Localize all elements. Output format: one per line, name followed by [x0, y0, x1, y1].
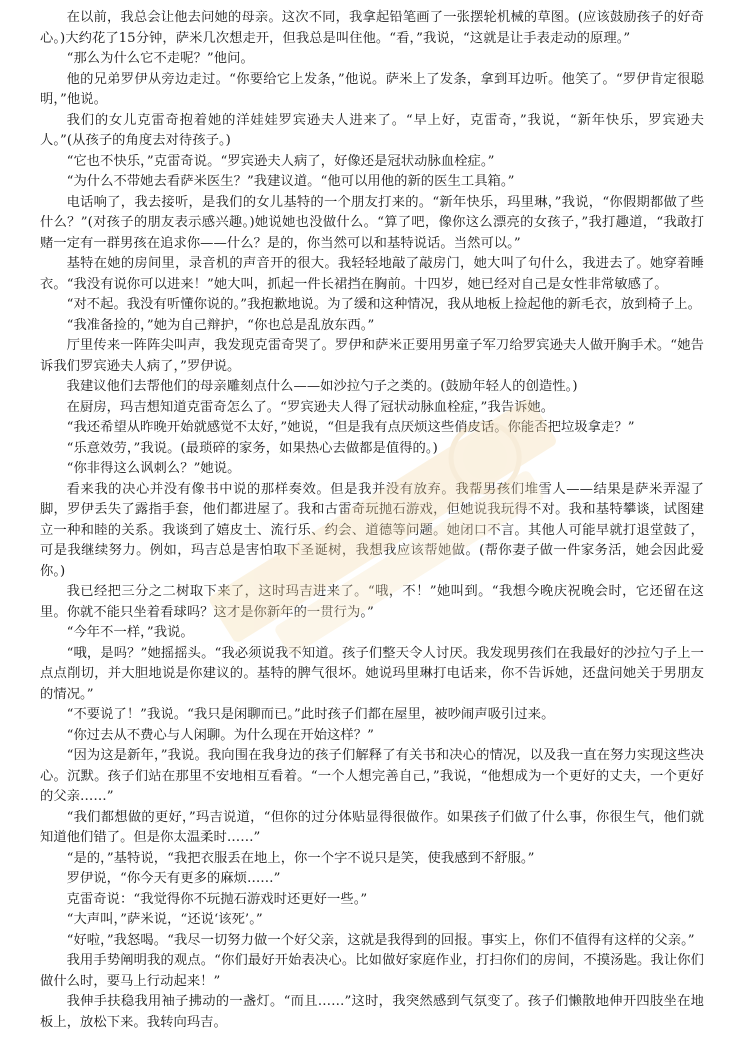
paragraph: 我用手势阐明我的观点。“你们最好开始表决心。比如做好家庭作业，打扫你们的房间，不摸汤匙。我让你们做什么时，要马上行动起来！”: [40, 953, 704, 989]
paragraph: “好啦，”我怒喝。“我尽一切努力做一个好父亲，这就是我得到的回报。事实上，你们不值得有这样的父亲。”: [66, 932, 695, 948]
paragraph: “乐意效劳，”我说。(最琐碎的家务，如果热心去做都是值得的。): [66, 440, 438, 456]
paragraph: 看来我的决心并没有像书中说的那样奏效。但是我并没有放弃。我帮男孩们堆雪人——结果是萨米弄湿了脚，罗伊丢失了露指手套，他们都进屋了。我和古雷奇玩抛石游戏，但她说我玩得不对。我和基特攀谈，试图建立一种和睦的关系。我谈到了嬉皮士、流行乐、约会、道德等问题。她闭口不言。其他人可能早就打退堂鼓了，可是我继续努力。例如，玛吉总是害怕取下圣诞树，我想我应该帮她做。(帮你妻子做一件家务活，她会因此爱你。): [40, 481, 704, 579]
paragraph: “我还希望从昨晚开始就感觉不太好，”她说，“但是我有点厌烦这些俏皮话。你能否把垃圾拿走？”: [66, 420, 635, 435]
paragraph: “它也不快乐，”克雷奇说。“罗宾逊夫人病了，好像还是冠状动脉血栓症。”: [66, 153, 495, 169]
paragraph: 我们的女儿克雷奇抱着她的洋娃娃罗宾逊夫人进来了。“早上好，克雷奇，”我说，“新年快乐，罗宾逊夫人。”(从孩子的角度去对待孩子。): [40, 112, 704, 148]
paragraph: “我准备捡的，”她为自己辩护，“你也总是乱放东西。”: [66, 317, 375, 333]
paragraph: “对不起。我没有听懂你说的。”我抱歉地说。为了缓和这种情况，我从地板上捡起他的新毛衣，放到椅子上。: [66, 297, 701, 312]
paragraph: 克雷奇说：“我觉得你不玩抛石游戏时还更好一些。”: [66, 891, 368, 907]
paragraph: “今年不一样，”我说。: [66, 625, 194, 640]
paragraph: 我建议他们去帮他们的母亲雕刻点什么——如沙拉勺子之类的。(鼓励年轻人的创造性。): [66, 379, 578, 394]
paragraph: “你过去从不费心与人闲聊。为什么现在开始这样？”: [66, 727, 374, 743]
document-body: [40, 8, 704, 1033]
paragraph: “我们都想做的更好，”玛吉说道，“但你的过分体贴显得很做作。如果孩子们做了什么事，你很生气，他们就知道他们错了。但是你太温柔时……”: [40, 809, 704, 845]
paragraph: 电话响了，我去接听，是我们的女儿基特的一个朋友打来的。“新年快乐，玛里琳，”我说，“你假期都做了些什么？”(对孩子的朋友表示感兴趣。)她说她也没做什么。“算了吧，像你这么漂亮的女孩子，”我打趣道，“我敢打赌一定有一群男孩在追求你——什么？是的，你当然可以和基特说话。当然可以。”: [40, 194, 704, 251]
paragraph: 罗伊说，“你今天有更多的麻烦……”: [66, 871, 281, 886]
paragraph: 厅里传来一阵阵尖叫声，我发现克雷奇哭了。罗伊和萨米正要用男童子军刀给罗宾逊夫人做开胸手术。“她告诉我们罗宾逊夫人病了，”罗伊说。: [40, 338, 704, 374]
paragraph: 基特在她的房间里，录音机的声音开的很大。我轻轻地敲了敲房门，她大叫了句什么，我进去了。她穿着睡衣。“我没有说你可以进来！”她大叫，抓起一件长裙挡在胸前。十四岁，她已经对自己是女性非常敏感了。: [40, 256, 704, 292]
paragraph: “哦，是吗？”她摇摇头。“我必须说我不知道。孩子们整天令人讨厌。我发现男孩们在我最好的沙拉勺子上一点点削切，并大胆地说是你建议的。基特的脾气很坏。她说玛里琳打电话来，你不告诉她，还盘问她关于男朋友的情况。”: [40, 645, 704, 702]
paragraph: 他的兄弟罗伊从旁边走过。“你要给它上发条，”他说。萨米上了发条，拿到耳边听。他笑了。“罗伊肯定很聪明，”他说。: [40, 71, 704, 107]
paragraph: 我已经把三分之二树取下来了，这时玛吉进来了。“哦，不！”她叫到。“我想今晚庆祝晚会时，它还留在这里。你就不能只坐着看球吗？这才是你新年的一贯行为。”: [40, 584, 704, 620]
paragraph: “大声叫，”萨米说，“还说‘该死’。”: [66, 912, 263, 927]
paragraph: “你非得这么讽刺么？”她说。: [66, 461, 241, 476]
paragraph: “因为这是新年，”我说。我向围在我身边的孩子们解释了有关书和决心的情况，以及我一直在努力实现这些决心。沉默。孩子们站在那里不安地相互看着。“一个人想完善自己，”我说，“他想成为一个更好的丈夫，一个更好的父亲……”: [40, 748, 704, 804]
paragraph: “为什么不带她去看萨米医生？”我建议道。“他可以用他的新的医生工具箱。”: [66, 174, 515, 189]
paragraph: “是的，”基特说，“我把衣服丢在地上，你一个字不说只是笑，使我感到不舒服。”: [66, 850, 535, 866]
paragraph: 在厨房，玛吉想知道克雷奇怎么了。“罗宾逊夫人得了冠状动脉血栓症，”我告诉她。: [66, 399, 555, 415]
paragraph: 我伸手扶稳我用袖子拂动的一盏灯。“而且……”这时，我突然感到气氛变了。孩子们懒散地伸开四肢坐在地板上，放松下来。我转向玛吉。: [40, 994, 704, 1030]
paragraph: “那么为什么它不走呢？”他问。: [66, 51, 254, 66]
paragraph: 在以前，我总会让他去问她的母亲。这次不同，我拿起铅笔画了一张摆轮机械的草图。(应该鼓励孩子的好奇心。)大约花了15分钟，萨米几次想走开，但我总是叫住他。“看，”我说，“这就是让手表走动的原理。”: [40, 10, 704, 46]
paragraph: “不要说了！”我说。“我只是闲聊而已。”此时孩子们都在屋里，被吵闹声吸引过来。: [66, 707, 555, 722]
